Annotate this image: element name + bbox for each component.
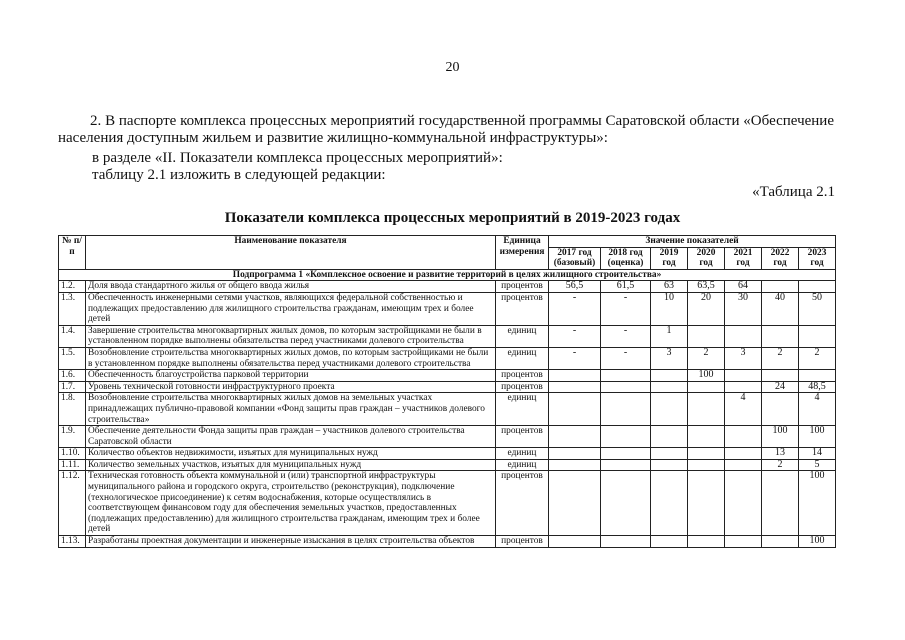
row-value: 1 — [651, 325, 688, 347]
intro-paragraph-3: таблицу 2.1 изложить в следующей редакции: — [92, 167, 386, 183]
row-value: 4 — [799, 393, 836, 426]
row-number: 1.4. — [59, 325, 86, 347]
row-unit: единиц — [496, 347, 549, 369]
row-value — [688, 381, 725, 393]
row-unit: единиц — [496, 325, 549, 347]
row-value — [688, 459, 725, 471]
row-indicator-name: Техническая готовность объекта коммунальной и (или) транспортной инфраструктуры муниципального района и городского округа, строительство (реконструкция), подключение (технологическое присоединение) к сетям водоснабжения, которые осуществлялись в соответствующем финансовом году для обеспечения земельных участков, предоставленных (подлежащих предоставлению) для жилищного строительства гражданам, имеющим трех и более детей — [86, 471, 496, 536]
table-row — [59, 471, 836, 536]
row-indicator-name: Обеспеченность инженерными сетями участков, являющихся федеральной собственностью и подлежащих предоставлению для жилищного строительства гражданам, имеющим трех и более детей — [86, 292, 496, 325]
row-value — [549, 381, 601, 393]
row-number: 1.9. — [59, 426, 86, 448]
row-number: 1.5. — [59, 347, 86, 369]
header-year: 2022 год — [762, 247, 799, 269]
row-number: 1.6. — [59, 370, 86, 382]
row-value: 63 — [651, 281, 688, 293]
row-value — [688, 325, 725, 347]
row-value — [762, 536, 799, 548]
row-value — [725, 381, 762, 393]
header-values-group: Значение показателей — [549, 236, 836, 248]
row-value — [688, 448, 725, 460]
row-value — [725, 325, 762, 347]
row-unit: единиц — [496, 459, 549, 471]
row-value: 100 — [762, 426, 799, 448]
intro-paragraph-1: 2. В паспорте комплекса процессных мероприятий государственной программы Саратовской области «Обеспечение населения доступным жильем и развитие жилищно-коммунальной инфраструктуры»: — [58, 113, 834, 146]
row-value: 40 — [762, 292, 799, 325]
row-value — [762, 370, 799, 382]
row-number: 1.11. — [59, 459, 86, 471]
row-value — [762, 325, 799, 347]
table-row — [59, 393, 836, 426]
row-value — [651, 448, 688, 460]
row-value: 56,5 — [549, 281, 601, 293]
row-value: 48,5 — [799, 381, 836, 393]
row-value — [549, 426, 601, 448]
row-value — [651, 536, 688, 548]
row-value — [725, 536, 762, 548]
table-row — [59, 536, 836, 548]
row-value: 5 — [799, 459, 836, 471]
table-row — [59, 459, 836, 471]
row-value: 2 — [799, 347, 836, 369]
row-value — [799, 281, 836, 293]
row-value: - — [549, 325, 601, 347]
table-row — [59, 325, 836, 347]
row-value — [549, 448, 601, 460]
row-value: 64 — [725, 281, 762, 293]
row-value — [725, 459, 762, 471]
row-unit: процентов — [496, 426, 549, 448]
row-value: 3 — [651, 347, 688, 369]
row-value — [601, 536, 651, 548]
row-value: 100 — [688, 370, 725, 382]
header-unit: Единица измерения — [496, 236, 549, 270]
row-value — [762, 281, 799, 293]
row-indicator-name: Возобновление строительства многоквартирных жилых домов, по которым застройщиками не были в установленном порядке выполнены обязательства перед участниками долевого строительства — [86, 347, 496, 369]
row-value — [725, 448, 762, 460]
row-value — [601, 448, 651, 460]
row-number: 1.12. — [59, 471, 86, 536]
table-title: Показатели комплекса процессных мероприятий в 2019-2023 годах — [224, 210, 681, 226]
row-value — [601, 471, 651, 536]
row-indicator-name: Обеспеченность благоустройства парковой территории — [86, 370, 496, 382]
row-value: - — [601, 325, 651, 347]
row-unit: процентов — [496, 536, 549, 548]
table-row — [59, 347, 836, 369]
row-indicator-name: Возобновление строительства многоквартирных жилых домов на земельных участках принадлежащих публично-правовой компании «Фонд защиты прав граждан – участников долевого строительства» — [86, 393, 496, 426]
row-value: 13 — [762, 448, 799, 460]
row-value — [601, 381, 651, 393]
row-value: 14 — [799, 448, 836, 460]
subprogram-title: Подпрограмма 1 «Комплексное освоение и развитие территорий в целях жилищного строительства» — [59, 269, 836, 281]
row-value: 2 — [688, 347, 725, 369]
row-value — [549, 459, 601, 471]
row-indicator-name: Доля ввода стандартного жилья от общего ввода жилья — [86, 281, 496, 293]
header-year: 2023 год — [799, 247, 836, 269]
row-unit: единиц — [496, 448, 549, 460]
row-number: 1.2. — [59, 281, 86, 293]
row-value: 61,5 — [601, 281, 651, 293]
row-value: 2 — [762, 459, 799, 471]
row-value: 100 — [799, 471, 836, 536]
table-row — [59, 292, 836, 325]
row-value: 63,5 — [688, 281, 725, 293]
row-indicator-name: Завершение строительства многоквартирных жилых домов, по которым застройщиками не были в установленном порядке выполнены обязательства перед участниками долевого строительства — [86, 325, 496, 347]
row-value: - — [549, 347, 601, 369]
row-value — [651, 381, 688, 393]
table-row — [59, 370, 836, 382]
header-year: 2019 год — [651, 247, 688, 269]
row-value: 30 — [725, 292, 762, 325]
row-value: 24 — [762, 381, 799, 393]
row-indicator-name: Количество земельных участков, изъятых для муниципальных нужд — [86, 459, 496, 471]
row-unit: процентов — [496, 471, 549, 536]
row-number: 1.8. — [59, 393, 86, 426]
row-unit: процентов — [496, 281, 549, 293]
row-value — [725, 426, 762, 448]
intro-paragraph-2: в разделе «II. Показатели комплекса процессных мероприятий»: — [92, 150, 503, 166]
row-value — [762, 393, 799, 426]
row-value: - — [601, 347, 651, 369]
table-header-row — [59, 236, 836, 248]
row-indicator-name: Разработаны проектная документации и инженерные изыскания в целях строительства объектов — [86, 536, 496, 548]
row-number: 1.7. — [59, 381, 86, 393]
row-value: 100 — [799, 536, 836, 548]
table-row — [59, 426, 836, 448]
row-value — [651, 426, 688, 448]
row-value: - — [549, 292, 601, 325]
row-unit: процентов — [496, 381, 549, 393]
row-value: 3 — [725, 347, 762, 369]
subprogram-row — [59, 269, 836, 281]
row-value — [601, 426, 651, 448]
row-value — [688, 393, 725, 426]
row-value — [549, 393, 601, 426]
row-value — [601, 393, 651, 426]
table-reference: «Таблица 2.1 — [752, 184, 835, 200]
row-value: - — [601, 292, 651, 325]
header-year: 2017 год (базовый) — [549, 247, 601, 269]
row-number: 1.3. — [59, 292, 86, 325]
header-year: 2018 год (оценка) — [601, 247, 651, 269]
row-value — [688, 426, 725, 448]
row-value — [688, 471, 725, 536]
row-value — [549, 370, 601, 382]
row-number: 1.10. — [59, 448, 86, 460]
indicators-table — [58, 235, 836, 548]
row-value — [651, 459, 688, 471]
row-indicator-name: Уровень технической готовности инфраструктурного проекта — [86, 381, 496, 393]
row-value: 4 — [725, 393, 762, 426]
row-unit: процентов — [496, 292, 549, 325]
row-indicator-name: Количество объектов недвижимости, изъятых для муниципальных нужд — [86, 448, 496, 460]
table-row — [59, 281, 836, 293]
header-year: 2020 год — [688, 247, 725, 269]
row-value — [651, 471, 688, 536]
row-value — [688, 536, 725, 548]
row-value — [799, 325, 836, 347]
header-name: Наименование показателя — [86, 236, 496, 270]
table-row — [59, 381, 836, 393]
page-number: 20 — [445, 60, 460, 75]
row-number: 1.13. — [59, 536, 86, 548]
row-value — [725, 370, 762, 382]
row-value — [549, 536, 601, 548]
row-value: 100 — [799, 426, 836, 448]
row-value: 50 — [799, 292, 836, 325]
row-value — [651, 393, 688, 426]
row-value — [601, 370, 651, 382]
row-unit: единиц — [496, 393, 549, 426]
row-value — [762, 471, 799, 536]
header-year: 2021 год — [725, 247, 762, 269]
row-unit: процентов — [496, 370, 549, 382]
row-indicator-name: Обеспечение деятельности Фонда защиты прав граждан – участников долевого строительства Саратовской области — [86, 426, 496, 448]
row-value: 20 — [688, 292, 725, 325]
table-row — [59, 448, 836, 460]
row-value: 2 — [762, 347, 799, 369]
row-value — [799, 370, 836, 382]
row-value — [651, 370, 688, 382]
header-num: № п/п — [59, 236, 86, 270]
row-value — [549, 471, 601, 536]
row-value: 10 — [651, 292, 688, 325]
row-value — [725, 471, 762, 536]
row-value — [601, 459, 651, 471]
